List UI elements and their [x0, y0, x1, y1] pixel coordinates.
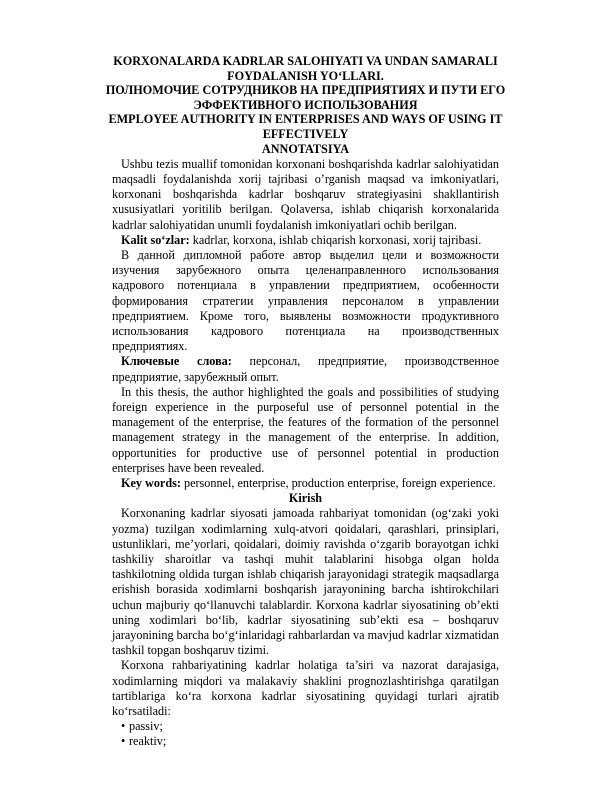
title-en-line-1: EMPLOYEE AUTHORITY IN ENTERPRISES AND WAYS OF USING IT [108, 112, 503, 127]
intro-paragraph-2: Korxona rahbariyatining kadrlar holatiga ta’siri va nazorat darajasiga, xodimlarning miqdori va malakaviy shaklini prognozlashtirishga qaratilgan tartiblariga ko‘ra korxona kadrlar siyosatining quyidagi turlari ajratib ko‘rsatiladi: [112, 658, 499, 719]
list-item [112, 719, 499, 734]
list-item [112, 734, 499, 749]
intro-paragraph-1: Korxonaning kadrlar siyosati jamoada rahbariyat tomonidan (og‘zaki yoki yozma) tuzilgan xodimlarning xulq-atvori qoidalari, qarashlari, prinsiplari, ustunliklari, me’yorlari, qoidalari, doimiy ravishda o‘zgarib borayotgan ichki tashkiliy sharoitlar va tashqi muhit talablarini hisobga olgan holda tashkilotning oldida turgan ishlab chiqarish jarayonidagi strategik maqsadlarga erishish borasida xodimlarni boshqarish jarayonining barcha ishtirokchilari uchun majburiy qo‘llanuvchi talablardir. Korxona kadrlar siyosatining ob’ekti uning xodimlari bo‘lib, kadrlar siyosatining sub’ekti esa – boshqaruv jarayonining barcha bo‘g‘inlaridagi rahbarlardan va mavjud kadrlar xizmatidan tashkil topgan boshqaruv tizimi. [112, 506, 499, 658]
abstract-ru: В данной дипломной работе автор выделил цели и возможности изучения зарубежного опыта целенаправленного использования кадрового потенциала в управлении предприятием, особенности формирования стратегии управления персоналом в управлении предприятием. Кроме того, выявлены возможности продуктивного использования кадрового потенциала на производственных предприятиях. [112, 247, 499, 354]
keywords-ru-label: Ключевые слова: [121, 354, 232, 369]
keywords-uz-text: kadrlar, korxona, ishlab chiqarish korxonasi, xorij tajribasi. [189, 232, 482, 247]
keywords-en-label: Key words: [121, 476, 181, 491]
document-page [105, 54, 506, 750]
list-item-text: reaktiv; [129, 734, 167, 749]
title-ru-line-1: ПОЛНОМОЧИЕ СОТРУДНИКОВ НА ПРЕДПРИЯТИЯХ И ПУТИ ЕГО [105, 83, 506, 98]
policy-types-list [112, 719, 499, 749]
keywords-uz-label: Kalit so‘zlar: [121, 232, 190, 247]
keywords-ru [112, 354, 499, 384]
title-uz-line-1: KORXONALARDA KADRLAR SALOHIYATI VA UNDAN SAMARALI [113, 54, 498, 68]
title-en-line-2: EFFECTIVELY [262, 126, 349, 141]
list-item-text: passiv; [129, 719, 163, 734]
bullet-icon: • [121, 734, 126, 749]
document-title [100, 54, 511, 142]
keywords-en-text: personnel, enterprise, production enterprise, foreign experience. [180, 476, 496, 491]
abstract-uz: Ushbu tezis muallif tomonidan korxonani boshqarishda kadrlar salohiyatidan maqsadli foydalanishda xorij tajribasi o’rganish maqsad va imkoniyatlari, korxonani boshqarishda kadrlar boshqaruv strategiyasini shakllantirish xususiyatlari yoritilib berilgan. Qolaversa, ishlab chiqarish korxonalarida kadrlar salohiyatidan unumli foydalanish imkoniyatlari ochib berilgan. [112, 156, 499, 232]
keywords-en [112, 476, 499, 491]
intro-heading: Kirish [288, 491, 323, 506]
title-uz-line-2: FOYDALANISH YO‘LLARI. [227, 68, 384, 83]
keywords-uz [112, 233, 499, 248]
abstract-en: In this thesis, the author highlighted the goals and possibilities of studying foreign experience in the purposeful use of personnel potential in the management of the enterprise, the features of the formation of the personnel management strategy in the management of the enterprise. In addition, opportunities for productive use of personnel potential in production enterprises have been revealed. [112, 384, 499, 475]
annotation-heading: ANNOTATSIYA [261, 141, 350, 156]
title-ru-line-2: ЭФФЕКТИВНОГО ИСПОЛЬЗОВАНИЯ [193, 97, 418, 112]
bullet-icon: • [121, 719, 126, 734]
keywords-ru-text: персонал, предприятие, производственное предприятие, зарубежный опыт. [112, 354, 499, 384]
